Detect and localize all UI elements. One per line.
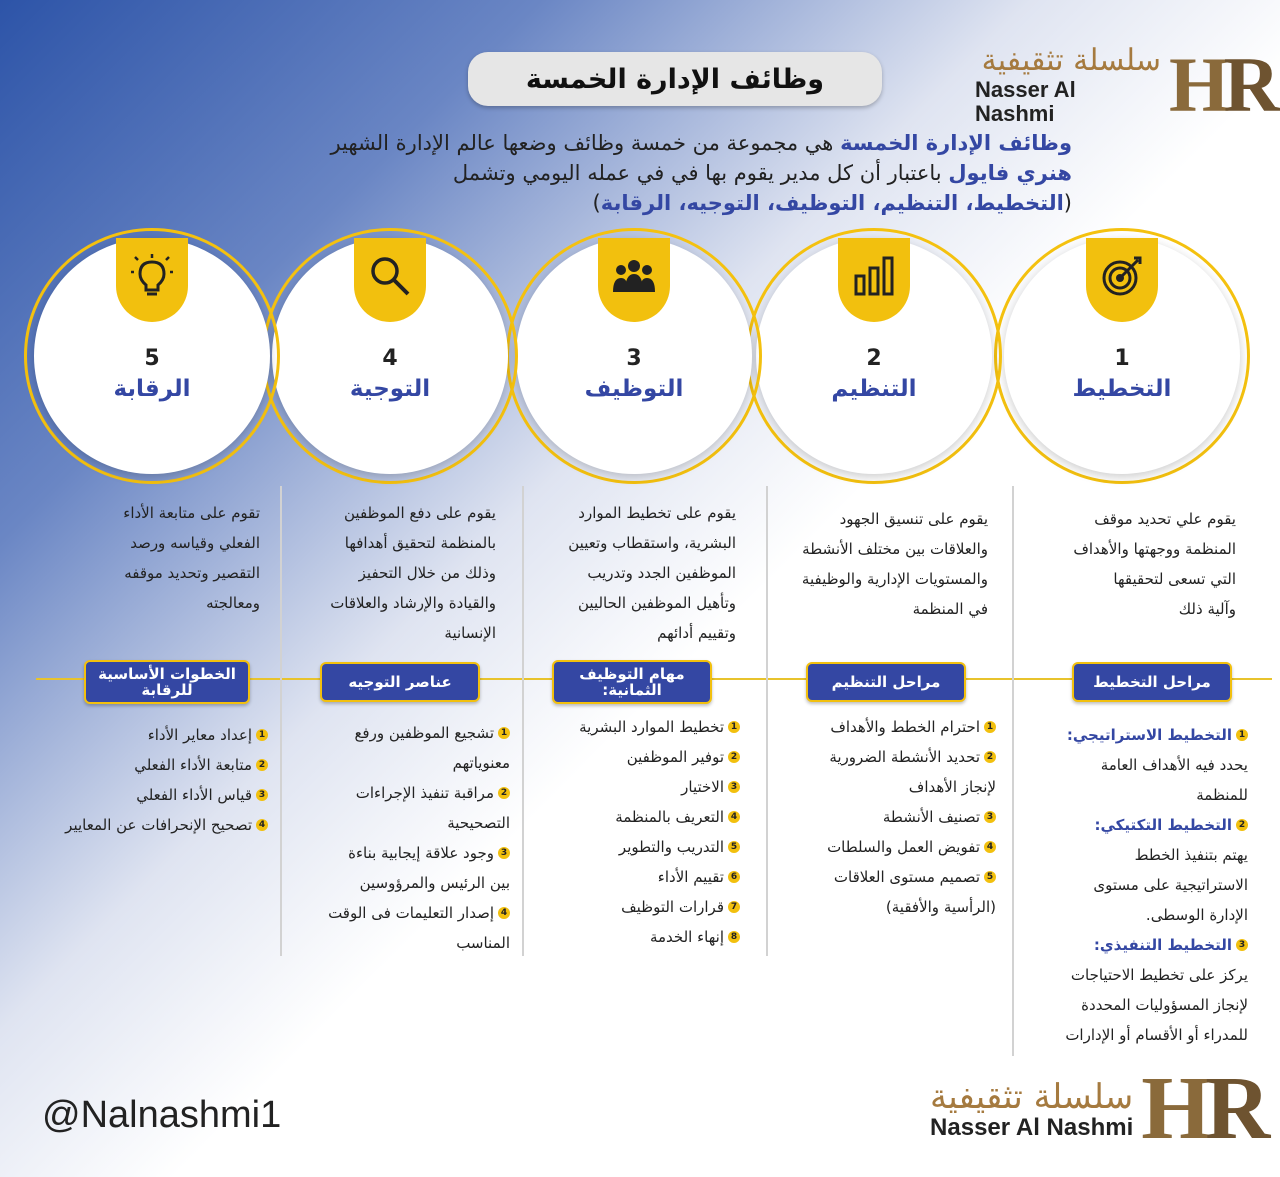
organizing-stages-list: 1 احترام الخطط والأهداف 2 تحديد الأنشطة الضرورية لإنجاز الأهداف 3 تصنيف الأنشطة 4 تفويض العمل والسلطات 5 تصميم مستوى العلاقات (الرأسية والأفقية) (778, 712, 996, 922)
hr-logo-mark: H R (1141, 1059, 1271, 1158)
badge-planning-stages: مراحل التخطيط (1072, 662, 1232, 702)
function-number: 2 (866, 346, 882, 371)
badge-organizing-stages: مراحل التنظيم (806, 662, 966, 702)
list-item: 3 الاختيار (540, 772, 740, 802)
function-description: يقوم علي تحديد موقف المنظمة ووجهتها والأهداف التي تسعى لتحقيقها وآلية ذلك (1073, 510, 1236, 618)
logo-arabic-text: سلسلة تثقيفية (981, 43, 1161, 78)
function-card-staffing (516, 238, 752, 474)
list-item: 3 وجود علاقة إيجابية بناءة (300, 838, 510, 868)
function-name: التوظيف (584, 376, 684, 402)
list-item: 8 إنهاء الخدمة (540, 922, 740, 952)
planning-stages-list: 1 التخطيط الاستراتيجي: يحدد فيه الأهداف العامة للمنظمة 2 التخطيط التكتيكي: يهتم بتنفيذ الخطط الاستراتيجية على مستوى الإدارة الوسطى. 3 التخطيط التنفيذي: يركز على تخطيط الاحتياجات لإنجاز المسؤوليات المحددة للمدراء أو الأقسام أو الإدارات (1022, 720, 1248, 1050)
list-item: 1 تخطيط الموارد البشرية (540, 712, 740, 742)
function-name: التوجية (349, 376, 431, 402)
list-item: 2 مراقبة تنفيذ الإجراءات (300, 778, 510, 808)
list-item: 1 تشجيع الموظفين ورفع (300, 718, 510, 748)
list-item: 1 احترام الخطط والأهداف (778, 712, 996, 742)
function-card-planning (1004, 238, 1240, 474)
function-card-directing (272, 238, 508, 474)
list-item: 3 تصنيف الأنشطة (778, 802, 996, 832)
list-item: 5 التدريب والتطوير (540, 832, 740, 862)
logo-arabic-text: سلسلة تثقيفية (930, 1077, 1134, 1117)
function-description: تقوم على متابعة الأداء الفعلي وقياسه ورصد التقصير وتحديد موقفه ومعالجته (123, 504, 260, 612)
logo-english-text: Nasser Al Nashmi (930, 1114, 1134, 1141)
function-number: 1 (1114, 346, 1130, 371)
social-handle: @Nalnashmi1 (42, 1094, 282, 1136)
list-item: 1 التخطيط الاستراتيجي: (1022, 720, 1248, 750)
function-name: الرقابة (113, 376, 191, 402)
list-item: 4 التعريف بالمنظمة (540, 802, 740, 832)
list-item: 3 التخطيط التنفيذي: (1022, 930, 1248, 960)
logo-bottom (930, 1059, 1271, 1158)
badge-staffing-tasks: مهام التوظيف الثمانية: (552, 660, 712, 704)
logo-top (975, 41, 1280, 128)
list-item: 2 التخطيط التكتيكي: (1022, 810, 1248, 840)
list-item: 4 إصدار التعليمات فى الوقت (300, 898, 510, 928)
target-icon (1086, 238, 1158, 322)
function-card-controlling (34, 238, 270, 474)
list-item: 5 تصميم مستوى العلاقات (778, 862, 996, 892)
list-item: 4 تفويض العمل والسلطات (778, 832, 996, 862)
function-number: 4 (382, 346, 398, 371)
directing-elements-list: 1 تشجيع الموظفين ورفع معنوياتهم 2 مراقبة تنفيذ الإجراءات التصحيحية 3 وجود علاقة إيجابية بناءة بين الرئيس والمرؤوسين 4 إصدار التعليمات فى الوقت المناسب (300, 718, 510, 958)
function-name: التنظيم (831, 376, 917, 402)
function-name: التخطيط (1072, 376, 1172, 402)
list-item: 2 تحديد الأنشطة الضرورية (778, 742, 996, 772)
list-item: 3 قياس الأداء الفعلي (24, 780, 268, 810)
divider (522, 486, 524, 956)
list-item: 2 متابعة الأداء الفعلي (24, 750, 268, 780)
controlling-steps-list (24, 720, 268, 840)
list-item: 2 توفير الموظفين (540, 742, 740, 772)
function-number: 3 (626, 346, 642, 371)
bar-chart-icon (838, 238, 910, 322)
intro-text: وظائف الإدارة الخمسة هي مجموعة من خمسة وظائف وضعها عالم الإدارة الشهير هنري فايول باعتبار أن كل مدير يقوم بها في في عمله اليومي وتشمل (التخطيط، التنظيم، التوظيف، التوجيه، الرقابة) (330, 131, 1072, 215)
function-card-organizing (756, 238, 992, 474)
magnifier-icon (354, 238, 426, 322)
function-description: يقوم على تنسيق الجهود والعلاقات بين مختلف الأنشطة والمستويات الإدارية والوظيفية في المنظمة (801, 510, 988, 618)
divider (280, 486, 282, 956)
page-title: وظائف الإدارة الخمسة (468, 52, 882, 106)
divider (1012, 486, 1014, 1056)
staffing-tasks-list (540, 712, 740, 952)
badge-controlling-steps: الخطوات الأساسية للرقابة (84, 660, 250, 704)
function-description: يقوم على دفع الموظفين بالمنظمة لتحقيق أهدافها وذلك من خلال التحفيز والقيادة والإرشاد والعلاقات الإنسانية (330, 504, 496, 642)
list-item: 4 تصحيح الإنحرافات عن المعايير (24, 810, 268, 840)
list-item: 7 قرارات التوظيف (540, 892, 740, 922)
people-icon (598, 238, 670, 322)
lightbulb-icon (116, 238, 188, 322)
hr-logo-mark: H R (1168, 41, 1280, 128)
list-item: 6 تقييم الأداء (540, 862, 740, 892)
list-item: 1 إعداد معاير الأداء (24, 720, 268, 750)
function-number: 5 (144, 346, 160, 371)
logo-english-text: Nasser Al Nashmi (975, 77, 1076, 126)
function-description: يقوم على تخطيط الموارد البشرية، واستقطاب وتعيين الموظفين الجدد وتدريب وتأهيل الموظفين الحاليين وتقييم أدائهم (568, 504, 736, 642)
badge-directing-elements: عناصر التوجيه (320, 662, 480, 702)
